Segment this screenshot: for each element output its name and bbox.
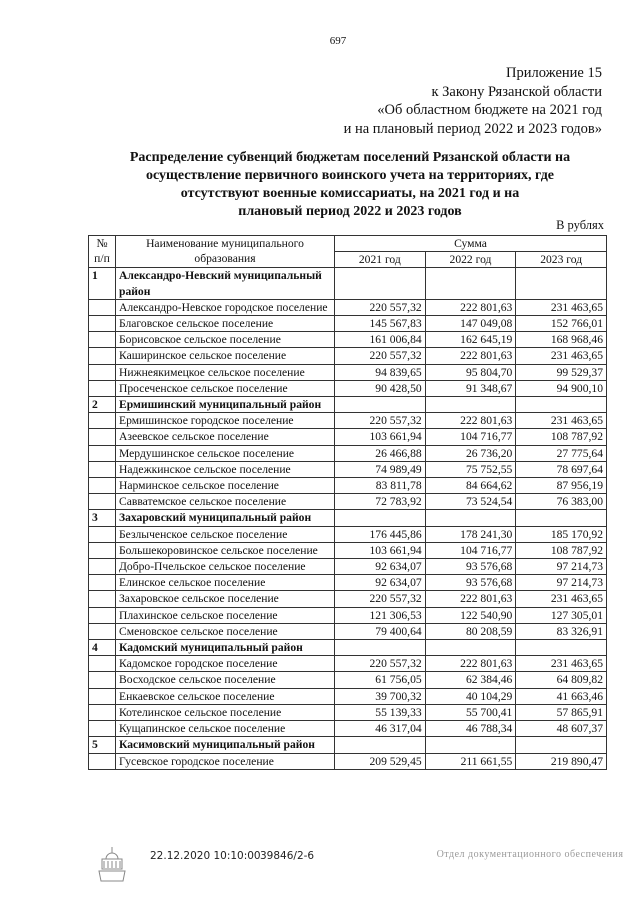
empty-cell <box>425 268 516 299</box>
amount-2023: 231 463,65 <box>516 348 607 364</box>
empty-cell <box>89 348 116 364</box>
footer-datetime: 22.12.2020 10:10:00 <box>150 850 261 862</box>
table-row <box>89 542 607 558</box>
table-row <box>89 332 607 348</box>
table-row <box>89 316 607 332</box>
appendix-line: и на плановый период 2022 и 2023 годов» <box>343 120 602 137</box>
empty-cell <box>425 640 516 656</box>
section-row <box>89 268 607 299</box>
amount-2023: 97 214,73 <box>516 559 607 575</box>
appendix-line: «Об областном бюджете на 2021 год <box>377 102 602 118</box>
amount-2022: 222 801,63 <box>425 591 516 607</box>
amount-2022: 104 716,77 <box>425 429 516 445</box>
amount-2023: 231 463,65 <box>516 656 607 672</box>
amount-2021: 83 811,78 <box>335 478 426 494</box>
empty-cell <box>516 737 607 753</box>
table-row <box>89 656 607 672</box>
appendix-header <box>344 64 602 138</box>
header-2021: 2021 год <box>335 252 426 268</box>
amount-2021: 92 634,07 <box>335 559 426 575</box>
settlement-name: Елинское сельское поселение <box>116 575 335 591</box>
amount-2021: 220 557,32 <box>335 348 426 364</box>
empty-cell <box>425 397 516 413</box>
settlement-name: Ермишинское городское поселение <box>116 413 335 429</box>
amount-2021: 161 006,84 <box>335 332 426 348</box>
empty-cell <box>89 672 116 688</box>
settlement-name: Котелинское сельское поселение <box>116 704 335 720</box>
table-row <box>89 575 607 591</box>
amount-2023: 231 463,65 <box>516 591 607 607</box>
section-number: 3 <box>89 510 116 526</box>
table-row <box>89 526 607 542</box>
amount-2022: 93 576,68 <box>425 575 516 591</box>
amount-2023: 168 968,46 <box>516 332 607 348</box>
title-line: плановый период 2022 и 2023 годов <box>238 204 462 219</box>
table-row <box>89 607 607 623</box>
table-row <box>89 478 607 494</box>
settlement-name: Азеевское сельское поселение <box>116 429 335 445</box>
settlement-name: Кадомское городское поселение <box>116 656 335 672</box>
section-name: Касимовский муниципальный район <box>116 737 335 753</box>
amount-2023: 76 383,00 <box>516 494 607 510</box>
empty-cell <box>516 397 607 413</box>
amount-2023: 48 607,37 <box>516 721 607 737</box>
amount-2023: 83 326,91 <box>516 623 607 639</box>
table-row <box>89 364 607 380</box>
amount-2021: 26 466,88 <box>335 445 426 461</box>
title-line: отсутствуют военные комиссариаты, на 2021 год и на <box>180 186 520 201</box>
amount-2023: 127 305,01 <box>516 607 607 623</box>
amount-2023: 99 529,37 <box>516 364 607 380</box>
section-name: Александро-Невский муниципальный район <box>116 268 335 299</box>
empty-cell <box>89 461 116 477</box>
section-number: 2 <box>89 397 116 413</box>
amount-2021: 209 529,45 <box>335 753 426 769</box>
amount-2022: 75 752,55 <box>425 461 516 477</box>
empty-cell <box>335 268 426 299</box>
amount-2021: 74 989,49 <box>335 461 426 477</box>
empty-cell <box>89 526 116 542</box>
section-row <box>89 737 607 753</box>
empty-cell <box>89 413 116 429</box>
amount-2021: 220 557,32 <box>335 591 426 607</box>
table-row <box>89 591 607 607</box>
table-row <box>89 413 607 429</box>
table-row <box>89 445 607 461</box>
empty-cell <box>89 753 116 769</box>
table-row <box>89 461 607 477</box>
amount-2023: 94 900,10 <box>516 380 607 396</box>
amount-2021: 92 634,07 <box>335 575 426 591</box>
section-name: Ермишинский муниципальный район <box>116 397 335 413</box>
amount-2021: 145 567,83 <box>335 316 426 332</box>
settlement-name: Борисовское сельское поселение <box>116 332 335 348</box>
empty-cell <box>89 478 116 494</box>
header-sum: Сумма <box>335 236 607 252</box>
header-2023: 2023 год <box>516 252 607 268</box>
header-name: Наименование муниципального образования <box>116 236 335 268</box>
amount-2022: 211 661,55 <box>425 753 516 769</box>
department-stamp: Отдел документационного обеспечения <box>436 849 624 860</box>
amount-2023: 64 809,82 <box>516 672 607 688</box>
amount-2022: 178 241,30 <box>425 526 516 542</box>
amount-2022: 104 716,77 <box>425 542 516 558</box>
amount-2022: 147 049,08 <box>425 316 516 332</box>
table-row <box>89 721 607 737</box>
amount-2022: 80 208,59 <box>425 623 516 639</box>
amount-2022: 84 664,62 <box>425 478 516 494</box>
table-row <box>89 753 607 769</box>
amount-2023: 27 775,64 <box>516 445 607 461</box>
section-number: 1 <box>89 268 116 299</box>
header-row <box>89 236 607 252</box>
amount-2021: 220 557,32 <box>335 656 426 672</box>
amount-2021: 94 839,65 <box>335 364 426 380</box>
settlement-name: Благовское сельское поселение <box>116 316 335 332</box>
table-row <box>89 299 607 315</box>
settlement-name: Гусевское городское поселение <box>116 753 335 769</box>
settlement-name: Каширинское сельское поселение <box>116 348 335 364</box>
amount-2022: 26 736,20 <box>425 445 516 461</box>
empty-cell <box>425 737 516 753</box>
amount-2023: 231 463,65 <box>516 413 607 429</box>
empty-cell <box>89 721 116 737</box>
settlement-name: Добро-Пчельское сельское поселение <box>116 559 335 575</box>
empty-cell <box>335 510 426 526</box>
empty-cell <box>89 316 116 332</box>
amount-2021: 55 139,33 <box>335 704 426 720</box>
settlement-name: Нарминское сельское поселение <box>116 478 335 494</box>
amount-2023: 78 697,64 <box>516 461 607 477</box>
settlement-name: Сменовское сельское поселение <box>116 623 335 639</box>
table-row <box>89 348 607 364</box>
empty-cell <box>516 510 607 526</box>
empty-cell <box>89 494 116 510</box>
amount-2021: 121 306,53 <box>335 607 426 623</box>
amount-2023: 97 214,73 <box>516 575 607 591</box>
amount-2021: 46 317,04 <box>335 721 426 737</box>
amount-2023: 231 463,65 <box>516 299 607 315</box>
table-row <box>89 704 607 720</box>
empty-cell <box>89 607 116 623</box>
empty-cell <box>89 704 116 720</box>
document-title <box>80 149 620 221</box>
table-row <box>89 380 607 396</box>
amount-2021: 103 661,94 <box>335 542 426 558</box>
table-row <box>89 559 607 575</box>
empty-cell <box>89 575 116 591</box>
amount-2021: 72 783,92 <box>335 494 426 510</box>
empty-cell <box>89 688 116 704</box>
amount-2022: 40 104,29 <box>425 688 516 704</box>
empty-cell <box>89 591 116 607</box>
amount-2021: 61 756,05 <box>335 672 426 688</box>
amount-2023: 108 787,92 <box>516 542 607 558</box>
amount-2023: 219 890,47 <box>516 753 607 769</box>
amount-2021: 90 428,50 <box>335 380 426 396</box>
empty-cell <box>89 364 116 380</box>
units-label: В рублях <box>556 218 604 232</box>
amount-2023: 87 956,19 <box>516 478 607 494</box>
empty-cell <box>89 445 116 461</box>
page-number: 697 <box>329 35 347 47</box>
table-row <box>89 429 607 445</box>
amount-2022: 46 788,34 <box>425 721 516 737</box>
amount-2023: 185 170,92 <box>516 526 607 542</box>
amount-2022: 73 524,54 <box>425 494 516 510</box>
amount-2022: 222 801,63 <box>425 413 516 429</box>
section-name: Кадомский муниципальный район <box>116 640 335 656</box>
amount-2023: 41 663,46 <box>516 688 607 704</box>
amount-2022: 62 384,46 <box>425 672 516 688</box>
settlement-name: Восходское сельское поселение <box>116 672 335 688</box>
empty-cell <box>89 656 116 672</box>
empty-cell <box>516 268 607 299</box>
header-num: № п/п <box>89 236 116 268</box>
section-number: 4 <box>89 640 116 656</box>
table-row <box>89 672 607 688</box>
amount-2022: 93 576,68 <box>425 559 516 575</box>
empty-cell <box>335 737 426 753</box>
section-number: 5 <box>89 737 116 753</box>
emblem-icon <box>96 845 128 885</box>
amount-2022: 122 540,90 <box>425 607 516 623</box>
amount-2022: 162 645,19 <box>425 332 516 348</box>
empty-cell <box>425 510 516 526</box>
empty-cell <box>335 640 426 656</box>
settlement-name: Нижнеякимецкое сельское поселение <box>116 364 335 380</box>
settlement-name: Захаровское сельское поселение <box>116 591 335 607</box>
table-row <box>89 623 607 639</box>
empty-cell <box>89 542 116 558</box>
settlement-name: Кущапинское сельское поселение <box>116 721 335 737</box>
empty-cell <box>89 559 116 575</box>
footer-doc-id: 39846/2-6 <box>260 850 315 862</box>
section-row <box>89 510 607 526</box>
title-line: Распределение субвенций бюджетам поселений Рязанской области на <box>129 150 571 165</box>
amount-2021: 39 700,32 <box>335 688 426 704</box>
settlement-name: Савватемское сельское поселение <box>116 494 335 510</box>
amount-2022: 95 804,70 <box>425 364 516 380</box>
amount-2021: 176 445,86 <box>335 526 426 542</box>
empty-cell <box>335 397 426 413</box>
empty-cell <box>516 640 607 656</box>
section-name: Захаровский муниципальный район <box>116 510 335 526</box>
table-row <box>89 688 607 704</box>
amount-2022: 222 801,63 <box>425 299 516 315</box>
amount-2022: 222 801,63 <box>425 656 516 672</box>
subvention-table <box>88 235 607 770</box>
amount-2021: 220 557,32 <box>335 413 426 429</box>
section-row <box>89 640 607 656</box>
settlement-name: Большекоровинское сельское поселение <box>116 542 335 558</box>
amount-2022: 222 801,63 <box>425 348 516 364</box>
settlement-name: Мердушинское сельское поселение <box>116 445 335 461</box>
empty-cell <box>89 429 116 445</box>
table-row <box>89 494 607 510</box>
appendix-line: Приложение 15 <box>506 65 602 81</box>
amount-2021: 79 400,64 <box>335 623 426 639</box>
settlement-name: Надежкинское сельское поселение <box>116 461 335 477</box>
settlement-name: Безлыченское сельское поселение <box>116 526 335 542</box>
empty-cell <box>89 332 116 348</box>
amount-2022: 91 348,67 <box>425 380 516 396</box>
settlement-name: Александро-Невское городское поселение <box>116 299 335 315</box>
amount-2023: 152 766,01 <box>516 316 607 332</box>
settlement-name: Плахинское сельское поселение <box>116 607 335 623</box>
amount-2023: 57 865,91 <box>516 704 607 720</box>
settlement-name: Енкаевское сельское поселение <box>116 688 335 704</box>
empty-cell <box>89 623 116 639</box>
settlement-name: Просеченское сельское поселение <box>116 380 335 396</box>
header-2022: 2022 год <box>425 252 516 268</box>
appendix-line: к Закону Рязанской области <box>431 83 602 100</box>
amount-2022: 55 700,41 <box>425 704 516 720</box>
empty-cell <box>89 380 116 396</box>
section-row <box>89 397 607 413</box>
amount-2021: 220 557,32 <box>335 299 426 315</box>
table-body <box>89 268 607 769</box>
empty-cell <box>89 299 116 315</box>
title-line: осуществление первичного воинского учета на территориях, где <box>145 168 554 183</box>
amount-2021: 103 661,94 <box>335 429 426 445</box>
amount-2023: 108 787,92 <box>516 429 607 445</box>
